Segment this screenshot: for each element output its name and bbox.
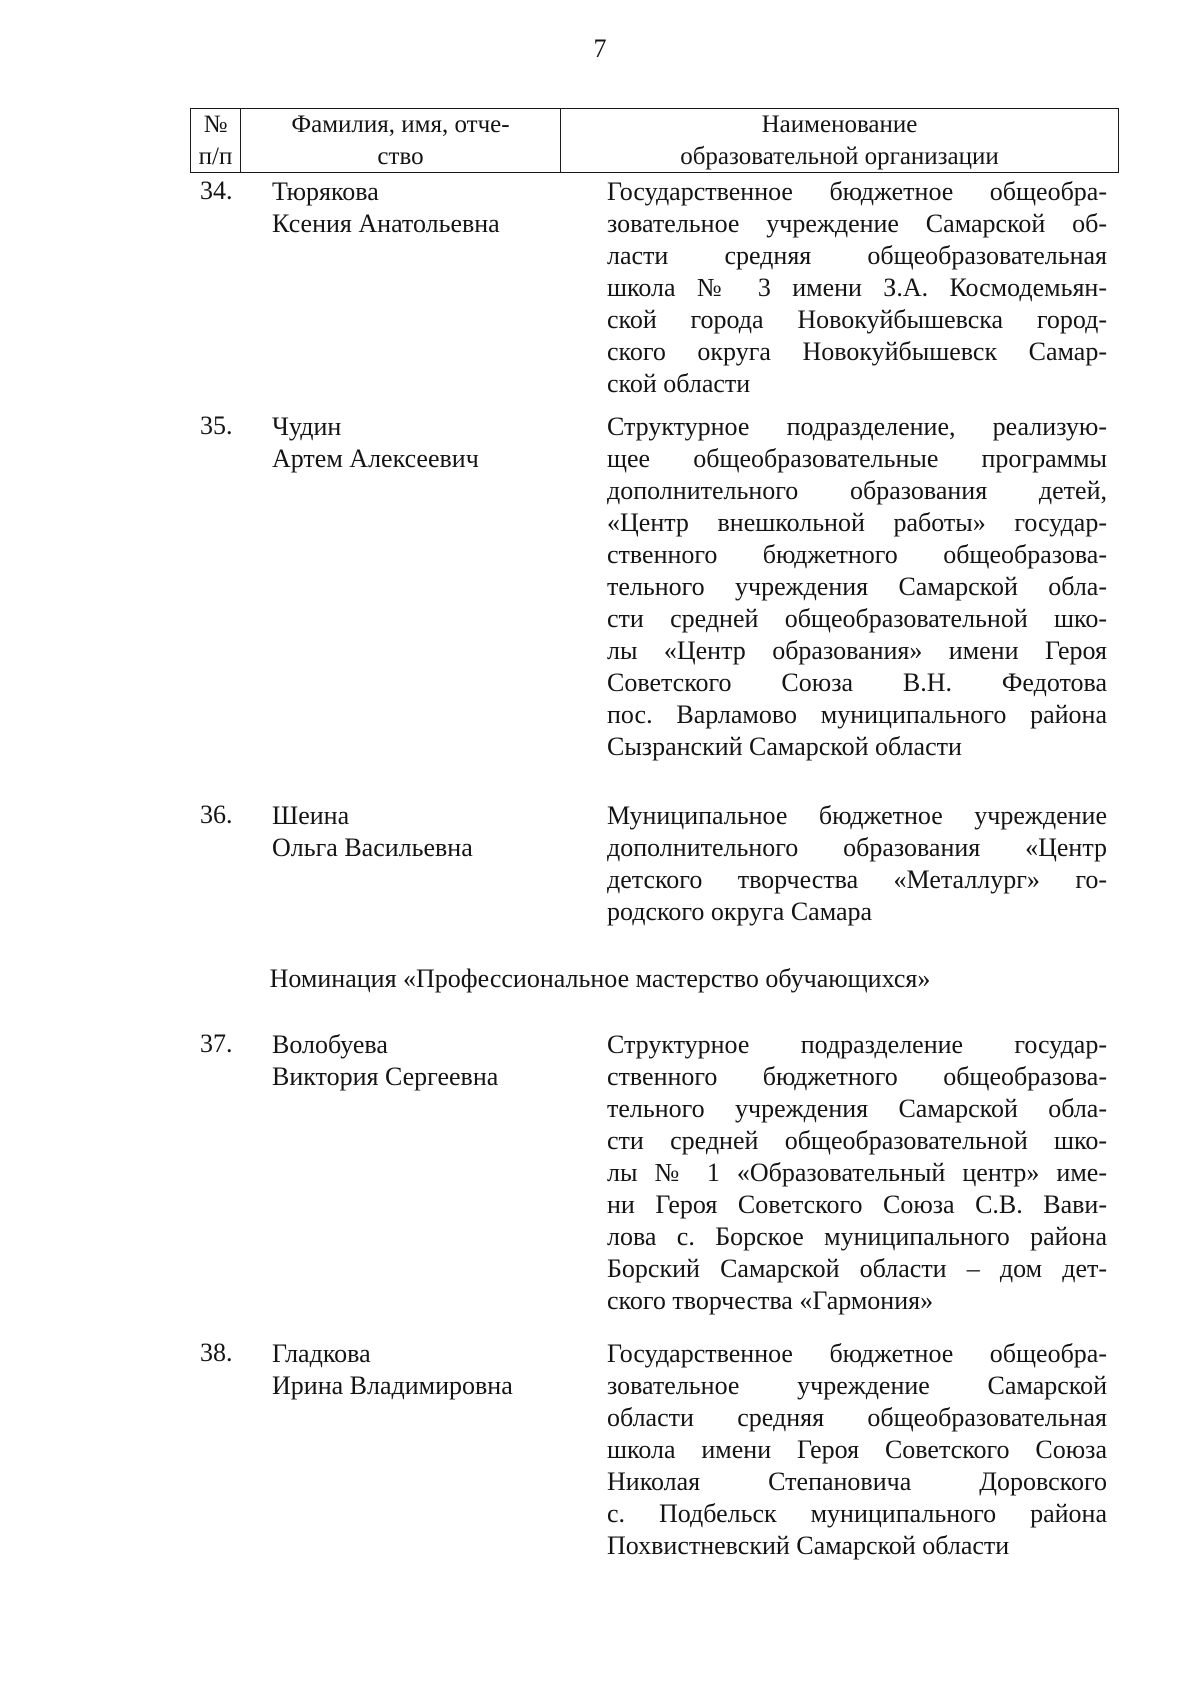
organization-name: Структурное подразделение, реализую- щее общеобразовательные программы дополнительного образования детей, «Центр внешкольной работы» государ- ственного бюджетного общеобразова- тельного учреждения Самарской обла- сти средней общеобразовательной шко- лы «Центр образования» имени Героя Советского Союза В.Н. Федотова пос. Варламово муниципального района Сызранский Самарской области (607, 412, 1107, 761)
row-number: 34. (200, 176, 233, 205)
organization-name: Государственное бюджетное общеобра- зовательное учреждение Самарской области средняя общеобразовательная школа имени Героя Советского Союза Николая Степановича Доровского с. Подбельск муниципального района Похвистневский Самарской области (607, 1339, 1107, 1560)
table-header (190, 108, 1119, 173)
person-name: Шеина Ольга Васильевна (272, 801, 473, 862)
header-col-organization: Наименование образовательной организации (680, 111, 999, 170)
organization-name: Структурное подразделение государ- ственного бюджетного общеобразова- тельного учреждения Самарской обла- сти средней общеобразовательной шко- лы № 1 «Образовательный центр» име- ни Героя Советского Союза С.В. Вави- лова с. Борское муниципального района Борский Самарской области – дом дет- ского творчества «Гармония» (607, 1030, 1107, 1315)
person-name: Волобуева Виктория Сергеевна (272, 1030, 499, 1091)
nomination-heading: Номинация «Профессиональное мастерство обучающихся» (269, 964, 931, 993)
organization-name: Государственное бюджетное общеобра- зовательное учреждение Самарской об- ласти средняя общеобразовательная школа № 3 имени З.А. Космодемьян- ской города Новокуйбышевска город- ского округа Новокуйбышевск Самар- ской области (607, 177, 1107, 398)
page-number: 7 (593, 34, 607, 63)
header-col-full-name: Фамилия, имя, отче- ство (241, 109, 561, 172)
row-number: 38. (200, 1338, 233, 1367)
row-number: 36. (200, 800, 233, 829)
header-col-number: № п/п (191, 109, 241, 172)
person-name: Чудин Артем Алексеевич (272, 412, 479, 473)
organization-name: Муниципальное бюджетное учреждение дополнительного образования «Центр детского творчества «Металлург» го- родского округа Самара (607, 801, 1107, 926)
person-name: Гладкова Ирина Владимировна (272, 1339, 513, 1400)
person-name: Тюрякова Ксения Анатольевна (272, 177, 500, 238)
row-number: 37. (200, 1029, 233, 1058)
row-number: 35. (200, 411, 233, 440)
